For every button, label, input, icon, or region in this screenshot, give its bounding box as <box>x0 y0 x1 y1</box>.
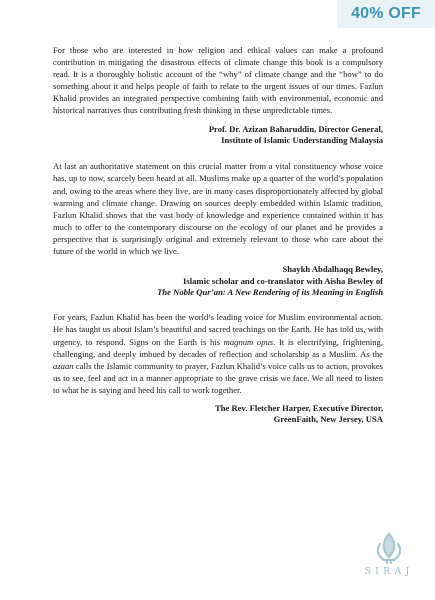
endorsement-text-segment: . It is electrifying, frightening, challenging, and deeply imbued by decades of reflection and scholarship as a Muslim. As the <box>53 336 383 359</box>
endorsement-text-2: At last an authoritative statement on this crucial matter from a vital constituency whose voice has, up to now, scarcely been heard at all. Muslims make up a quarter of the world’s population and, owing to the areas where they live, are in many cases disproportionately affected by global warming and climate change. Drawing on sources deeply embedded within Islamic tradition, Fazlun Khalid shows that the vast body of knowledge and experience contained within it has much to offer to the contemporary discourse on the ecology of our planet and he provides a perspective that is surprisingly original and extremely relevant to those who care about the future of the world in which we live. <box>53 161 383 257</box>
emphasis-text: azaan <box>53 360 74 371</box>
discount-badge: 40% OFF <box>337 0 435 28</box>
endorsement-attribution-3 <box>53 403 383 426</box>
endorsement-text-1: For those who are interested in how religion and ethical values can make a profound contribution in mitigating the disastrous effects of climate change this book is a compulsory read. It is a thoroughly holistic account of the “why” of climate change and the “how” to do something about it and helps people of faith to relate to the urgent issues of our times. Fazlun Khalid provides an integrated perspective combining faith with environmental, economic and historical narratives thus contributing fresh thinking in these unpredictable times. <box>53 45 383 116</box>
book-title: The Noble Qur’an: A New Rendering of its Meaning in English <box>157 286 383 297</box>
siraj-lamp-logo-icon <box>358 530 420 588</box>
attribution-line: Islamic scholar and co-translator with Aisha Bewley of <box>183 275 383 286</box>
attribution-line: GreenFaith, New Jersey, USA <box>273 414 383 425</box>
endorsement-attribution-2 <box>53 264 383 298</box>
endorsement-attribution-1 <box>53 124 383 147</box>
attribution-line: Prof. Dr. Azizan Baharuddin, Director General, <box>208 123 383 134</box>
endorsement-text-3 <box>53 311 383 396</box>
emphasis-text: magnum opus <box>223 336 274 347</box>
attribution-line: Institute of Islamic Understanding Malaysia <box>221 134 383 145</box>
siraj-wordmark: SIRAJ <box>364 566 414 577</box>
endorsement-text-segment: For years, Fazlun Khalid has been the world’s leading voice for Muslim environmental action. He has taught us about Islam’s beautiful and sacred teachings on the Earth. He has told us, with urgency, to respond. Signs on the Earth is his <box>53 312 383 347</box>
attribution-line: The Rev. Fletcher Harper, Executive Director, <box>214 403 383 413</box>
attribution-line: Shaykh Abdalhaqq Bewley, <box>282 264 383 275</box>
endorsement-text-segment: calls the Islamic community to prayer, Fazlun Khalid’s voice calls us to action, provokes us to see, feel and act in a manner appropriate to the grave crisis we face. We all need to listen to what he is saying and heed his call to work together. <box>53 360 383 395</box>
endorsements <box>53 44 383 426</box>
